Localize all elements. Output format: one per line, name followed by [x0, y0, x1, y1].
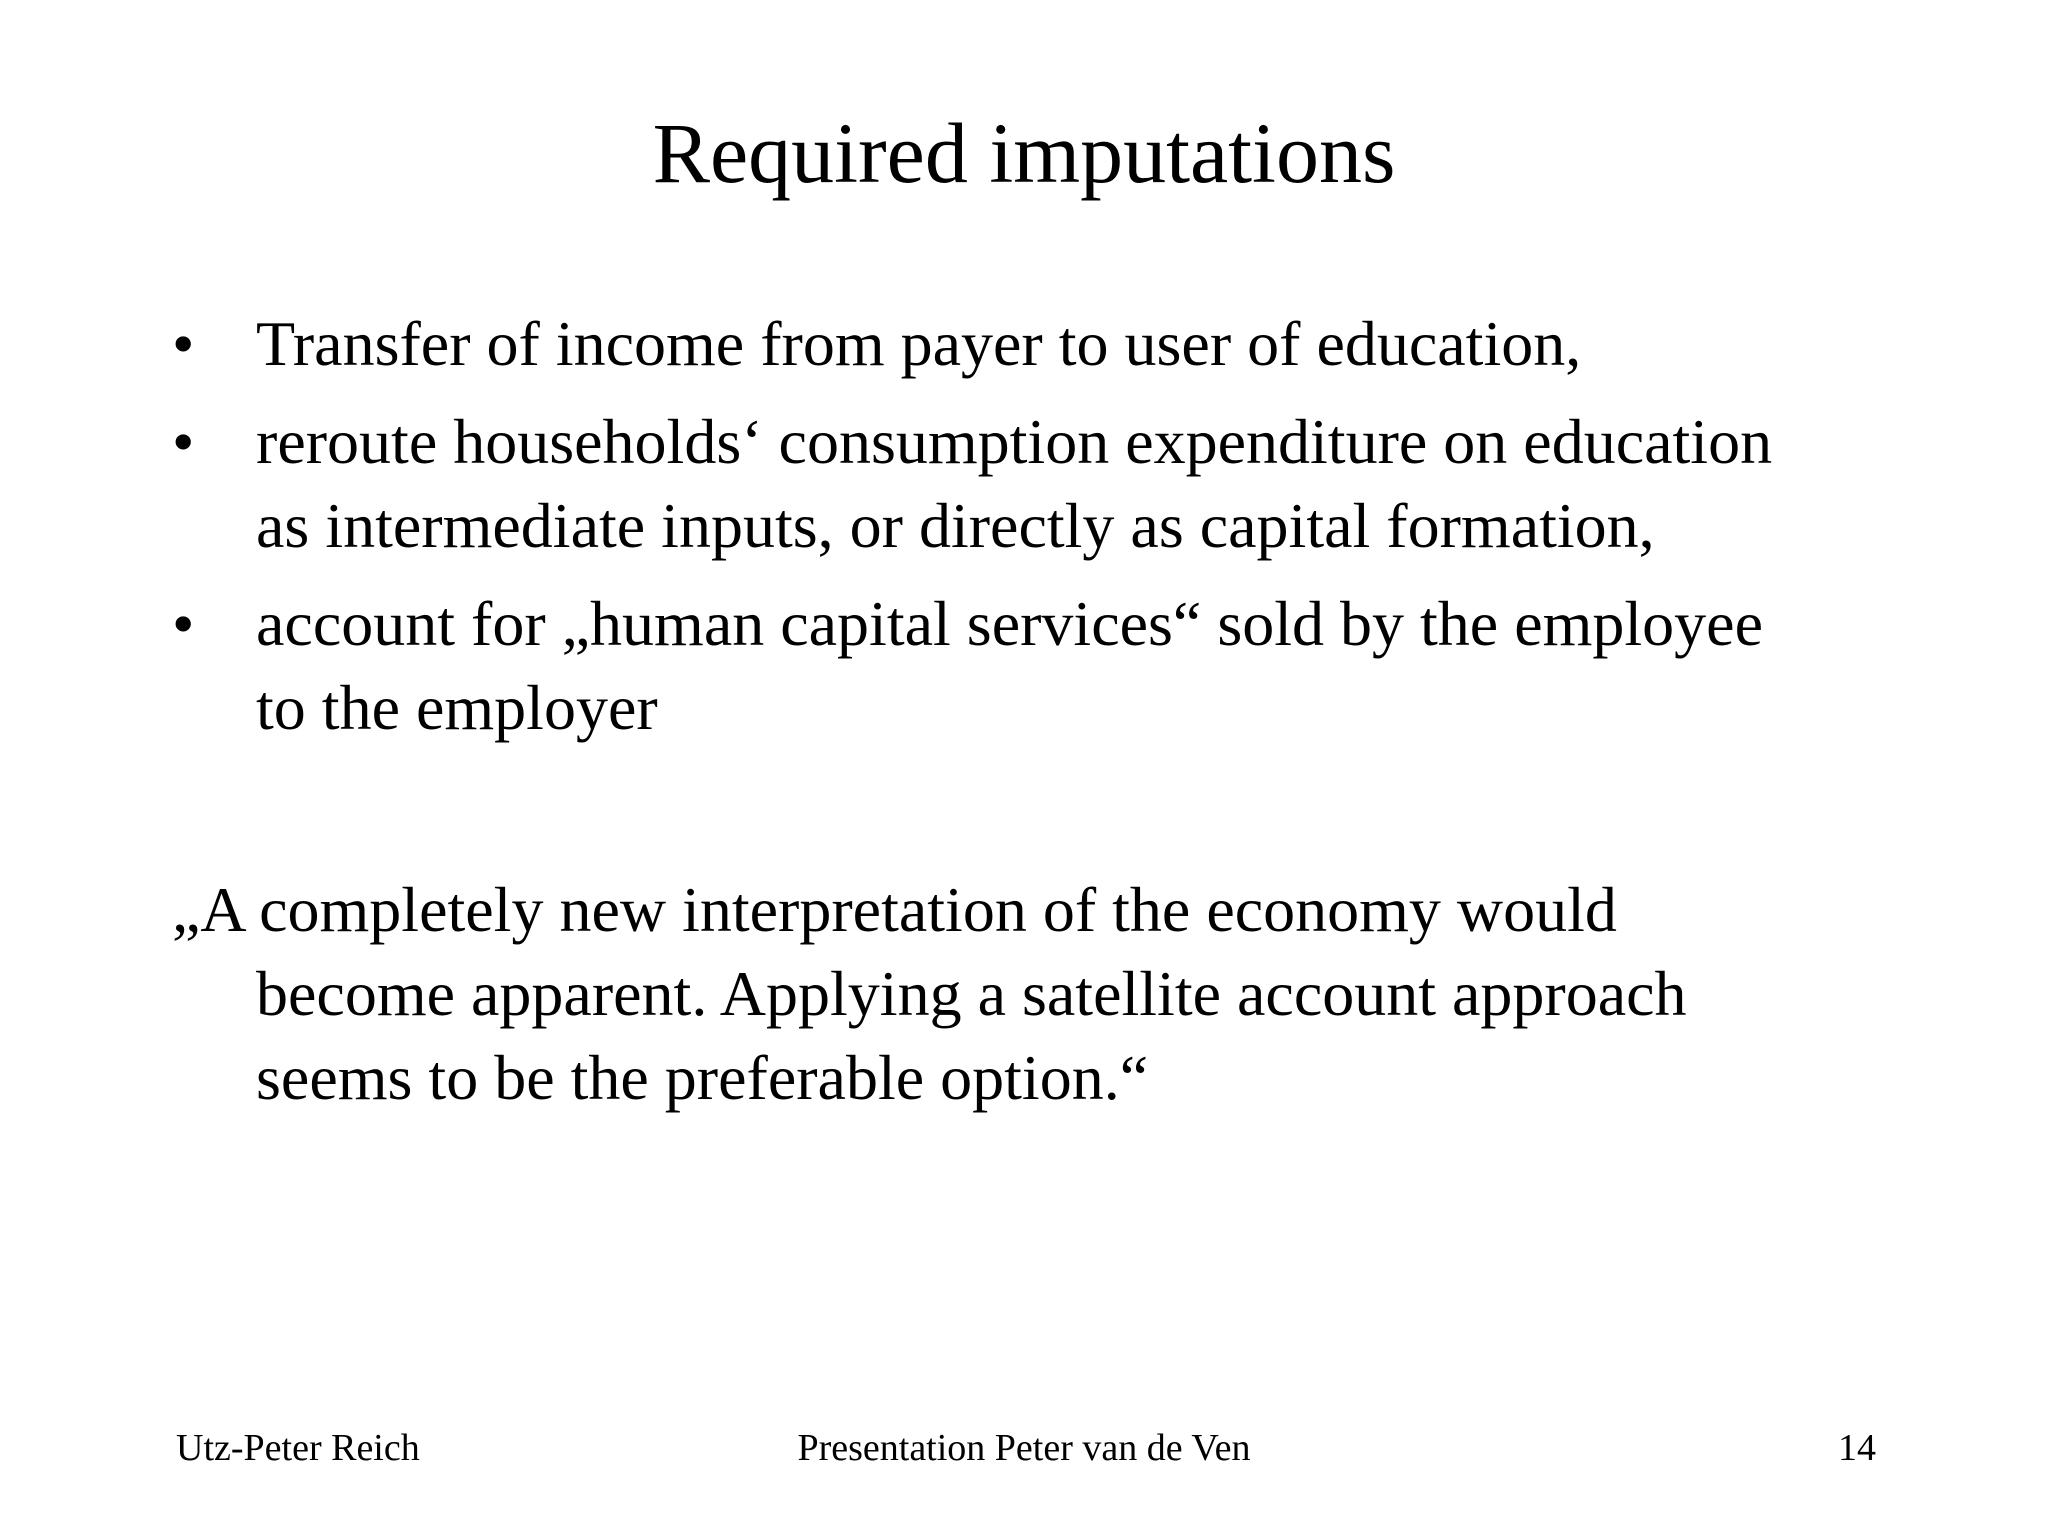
bullet-list: [172, 302, 1932, 764]
bullet-text-line: reroute households‘ consumption expenditure on education: [256, 406, 1773, 477]
bullet-text-line: as intermediate inputs, or directly as capital formation,: [256, 490, 1655, 561]
footer-presentation-title: Presentation Peter van de Ven: [797, 1427, 1251, 1469]
bullet-dot-icon: •: [172, 406, 195, 477]
quote-block: [172, 868, 1932, 1120]
bullet-item: [172, 582, 1932, 750]
quote-line: „A completely new interpretation of the economy would: [172, 874, 1617, 945]
bullet-text-line: Transfer of income from payer to user of education,: [256, 308, 1582, 379]
bullet-dot-icon: •: [172, 308, 195, 379]
footer-author: Utz-Peter Reich: [176, 1427, 420, 1469]
footer-page-number: 14: [1838, 1427, 1876, 1469]
quote-line: become apparent. Applying a satellite account approach: [256, 958, 1687, 1029]
bullet-item: [172, 302, 1932, 386]
bullet-text-line: to the employer: [256, 672, 658, 743]
bullet-item: [172, 400, 1932, 568]
slide-title: Required imputations: [652, 105, 1396, 201]
bullet-dot-icon: •: [172, 588, 195, 659]
quote-line: seems to be the preferable option.“: [256, 1042, 1149, 1113]
bullet-text-line: account for „human capital services“ sold by the employee: [256, 588, 1763, 659]
